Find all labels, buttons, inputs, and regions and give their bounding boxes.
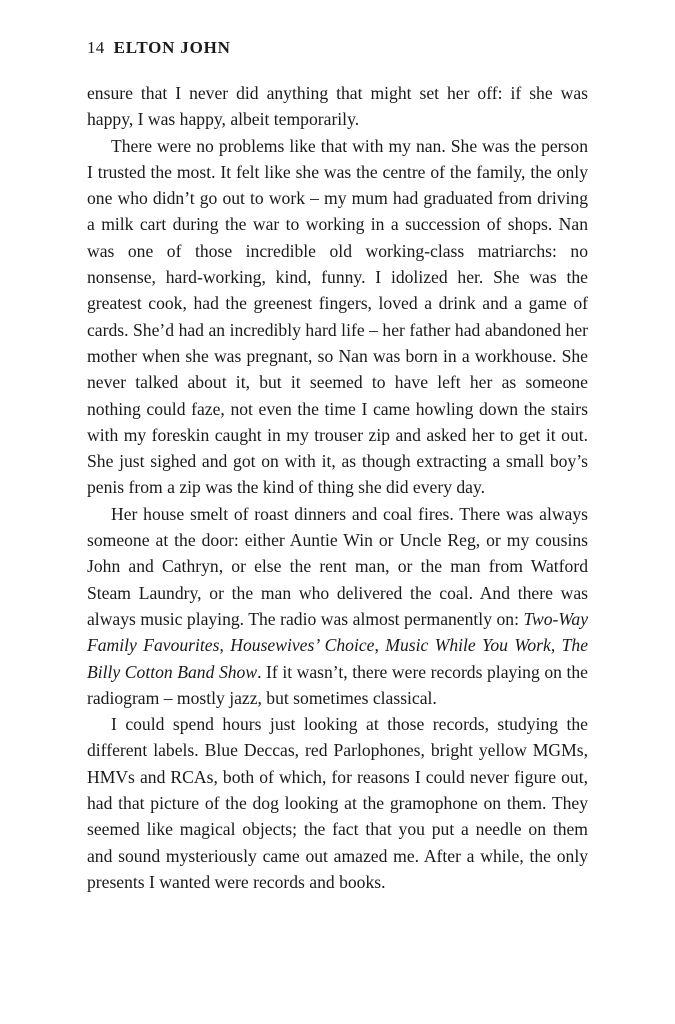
running-head bbox=[87, 36, 588, 60]
paragraph-4: I could spend hours just looking at those records, studying the different labels. Blue Deccas, red Parlophones, bright yellow MGMs, HMVs and RCAs, both of which, for reasons I could never figure out, had that picture of the dog looking at the gramophone on them. They seemed like magical objects; the fact that you put a needle on them and sound mysteriously came out amazed me. After a while, the only presents I wanted were records and books. bbox=[87, 714, 588, 892]
radio-show-title: Housewives’ Choice bbox=[230, 635, 375, 656]
radio-show-title: The Billy Cotton Band Show bbox=[87, 635, 589, 682]
paragraph-3-text-1: Her house smelt of roast dinners and coal fires. There was always someone at the door: either Auntie Win or Uncle Reg, or my cousins John and Cathryn, or else the rent man, or the man from Watford Steam Laundry, or the man who delivered the coal. And there was always music playing. The radio was almost permanently on: bbox=[87, 503, 588, 629]
body-text bbox=[87, 80, 588, 895]
book-title: ELTON JOHN bbox=[113, 38, 231, 57]
paragraph-3 bbox=[87, 501, 588, 711]
paragraph-2: There were no problems like that with my nan. She was the person I trusted the most. It felt like she was the centre of the family, the only one who didn’t go out to work – my mum had graduated from driving a milk cart during the war to working in a succession of shops. Nan was one of those incredible old working-class matriarchs: no nonsense, hard-working, kind, funny. I idolized her. She was the greatest cook, had the greenest fingers, loved a drink and a game of cards. She’d had an incredibly hard life – her father had abandoned her mother when she was pregnant, so Nan was born in a workhouse. She never talked about it, but it seemed to have left her as someone nothing could faze, not even the time I came howling down the stairs with my foreskin caught in my trouser zip and asked her to get it out. She just sighed and got on with it, as though extracting a small boy’s penis from a zip was the kind of thing she did every day. bbox=[87, 135, 588, 498]
radio-show-title: Music While You Work bbox=[385, 635, 551, 656]
paragraph-1: ensure that I never did anything that might set her off: if she was happy, I was happy, albeit temporarily. bbox=[87, 83, 588, 130]
paragraph-3-text-2: . If it wasn’t, there were records playing on the radiogram – mostly jazz, but sometimes classical. bbox=[87, 661, 588, 708]
page-number: 14 bbox=[87, 38, 105, 57]
separator: , bbox=[550, 635, 562, 656]
radio-show-title: Two-Way Family Favourites bbox=[87, 608, 588, 656]
book-page bbox=[87, 36, 588, 895]
separator: , bbox=[374, 635, 386, 656]
separator: , bbox=[219, 635, 231, 656]
